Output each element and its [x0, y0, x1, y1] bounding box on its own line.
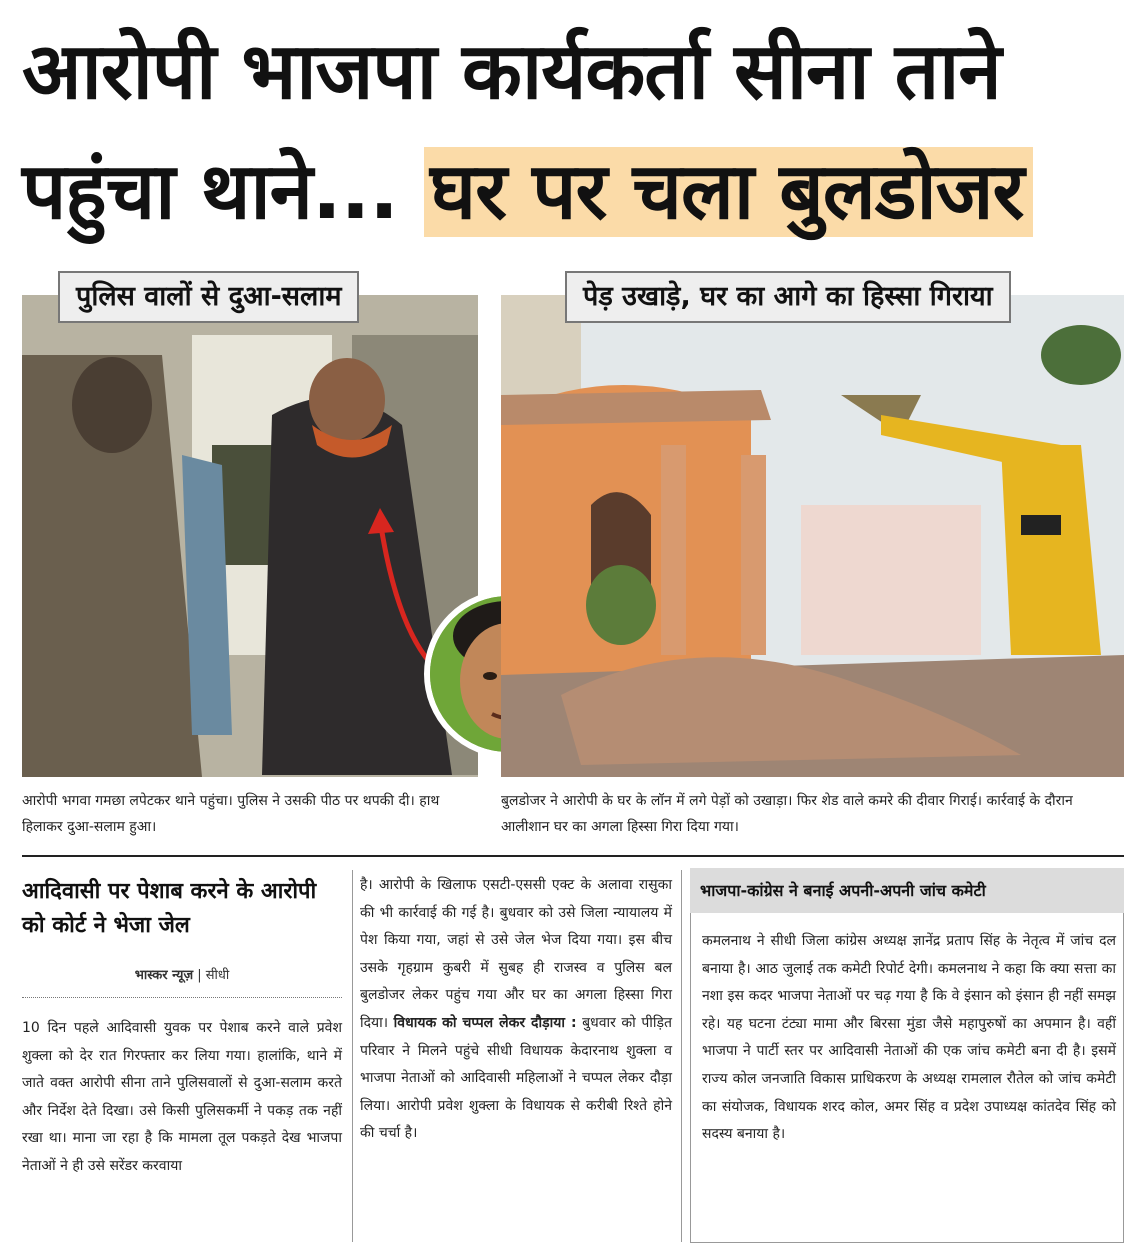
- byline-source: भास्कर न्यूज़: [134, 968, 194, 983]
- story-body-column-1: 10 दिन पहले आदिवासी युवक पर पेशाब करने वाले प्रवेश शुक्ला को देर रात गिरफ्तार कर लिया गया। हालांकि, थाने में जाते वक्त आरोपी सीना ताने पुलिसवालों से दुआ-सलाम करते और निर्देश देते दिखा। उसे किसी पुलिसकर्मी ने पकड़ तक नहीं रखा था। माना जा रहा है कि मामला तूल पकड़ते देख भाजपा नेताओं ने ही उसे सरेंडर करवाया: [22, 1020, 342, 1174]
- sidebar-story-headline: भाजपा-कांग्रेस ने बनाई अपनी-अपनी जांच कमेटी: [690, 868, 1124, 913]
- headline-highlight: घर पर चला बुलडोजर: [424, 147, 1033, 237]
- photo-caption-right: पेड़ उखाड़े, घर का आगे का हिस्सा गिराया: [565, 271, 1011, 323]
- byline-separator: |: [197, 968, 206, 983]
- photo-description-right: बुलडोजर ने आरोपी के घर के लॉन में लगे पेड़ों को उखाड़ा। फिर शेड वाले कमरे की दीवार गिराई। कार्रवाई के दौरान आलीशान घर का अगला हिस्सा गिरा दिया गया।: [501, 793, 1073, 835]
- photo-demolition-scene: [501, 295, 1124, 777]
- byline: [22, 965, 342, 983]
- section-divider: [22, 855, 1124, 857]
- column-divider-2: [681, 870, 682, 1242]
- story-body-column-2: [360, 872, 672, 1148]
- photo-caption-left: पुलिस वालों से दुआ-सलाम: [58, 271, 359, 323]
- headline-line-2-start: पहुंचा थाने...: [22, 147, 398, 237]
- sidebar-story-body: कमलनाथ ने सीधी जिला कांग्रेस अध्यक्ष ज्ञानेंद्र प्रताप सिंह के नेतृत्व में जांच दल बनाया है। आठ जुलाई तक कमेटी रिपोर्ट देगी। कमलनाथ ने कहा कि क्या सत्ता का नशा इस कदर भाजपा नेताओं पर चढ़ गया है कि वे इंसान को इंसान ही नहीं समझ रहे। यह घटना टंट्या मामा और बिरसा मुंडा जैसे महापुरुषों का अपमान है। वहीं भाजपा ने पार्टी स्तर पर आदिवासी नेताओं की एक जांच कमेटी बना दी है। इसमें राज्य कोल जनजाति विकास प्राधिकरण के अध्यक्ष रामलाल रौतेल को जांच कमेटी का संयोजक, विधायक शरद कोल, अमर सिंह व प्रदेश उपाध्यक्ष कांतदेव सिंह को सदस्य बनाया है।: [702, 933, 1116, 1143]
- photo-bulldozer-demolition: [501, 295, 1124, 777]
- headline-line-1: आरोपी भाजपा कार्यकर्ता सीना ताने: [22, 27, 1001, 117]
- photo-description-left: आरोपी भगवा गमछा लपेटकर थाने पहुंचा। पुलिस ने उसकी पीठ पर थपकी दी। हाथ हिलाकर दुआ-सलाम हुआ।: [22, 793, 440, 835]
- headline-line-2: [22, 142, 1145, 242]
- story-body-col2-part2: बुधवार को पीड़ित परिवार ने मिलने पहुंचे सीधी विधायक केदारनाथ शुक्ला व भाजपा नेताओं को आदिवासी महिलाओं ने चप्पल लेकर दौड़ा लिया। आरोपी प्रवेश शुक्ला के विधायक से करीबी रिश्ते होने की चर्चा है।: [360, 1014, 672, 1142]
- story-subheading: विधायक को चप्पल लेकर दौड़ाया :: [393, 1014, 577, 1031]
- column-divider-1: [352, 870, 353, 1242]
- story-body-col2-part1: है। आरोपी के खिलाफ एसटी-एससी एक्ट के अलावा रासुका की भी कार्रवाई की गई है। बुधवार को उसे जिला न्यायालय में पेश किया गया, जहां से उसे जेल भेज दिया गया। इस बीच उसके गृहग्राम कुबरी में सुबह ही राजस्व व पुलिस बल बुलडोजर लेकर पहुंच गया और घर का अगला हिस्सा गिरा दिया।: [360, 877, 672, 1031]
- byline-rule: [22, 997, 342, 998]
- byline-place: सीधी: [205, 968, 230, 983]
- story-headline: आदिवासी पर पेशाब करने के आरोपी को कोर्ट ने भेजा जेल: [22, 879, 317, 938]
